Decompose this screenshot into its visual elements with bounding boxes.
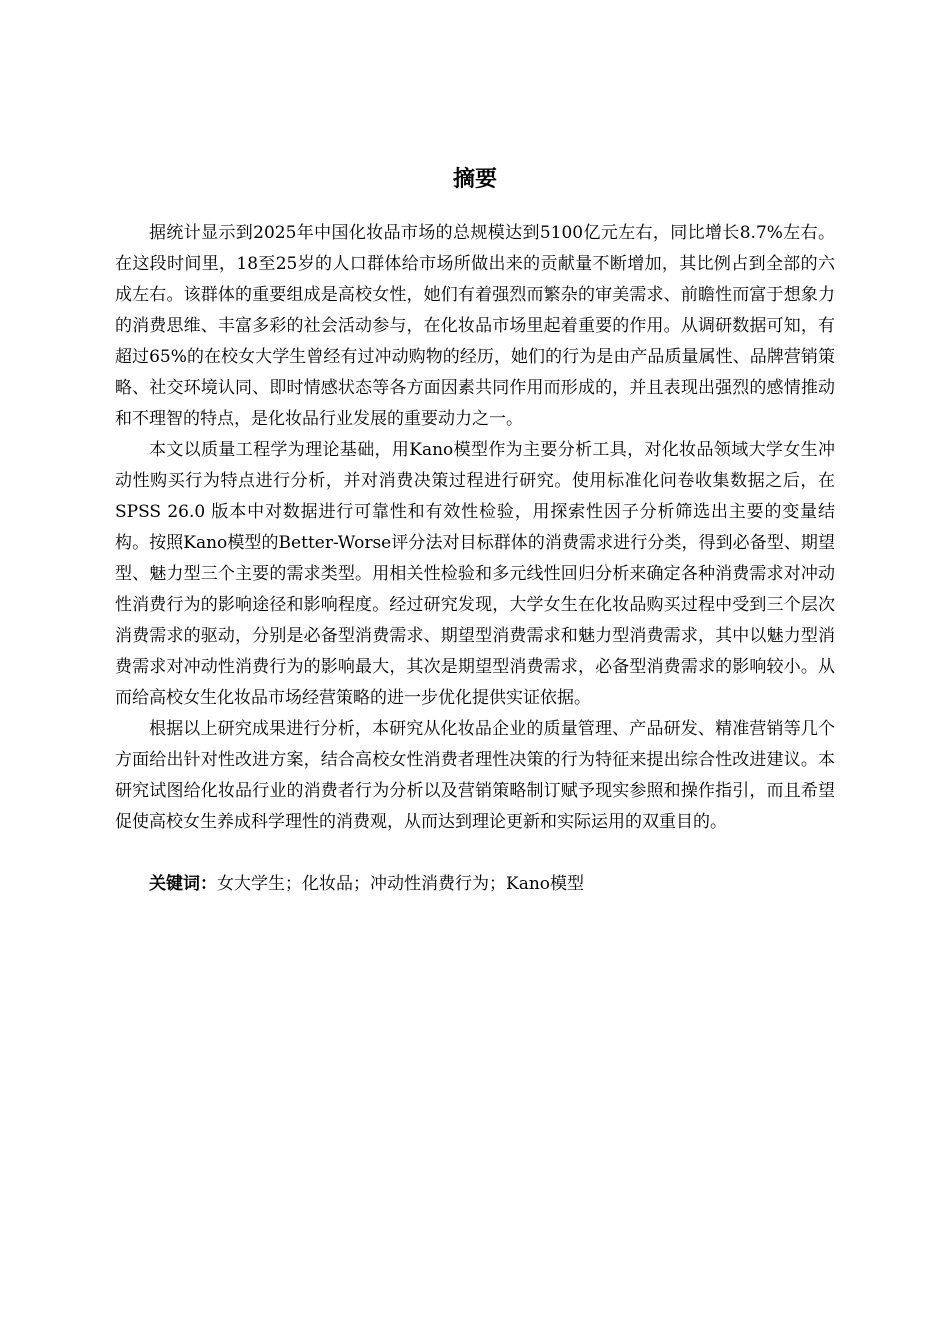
- abstract-paragraph-1: 据统计显示到2025年中国化妆品市场的总规模达到5100亿元左右，同比增长8.7%左右。在这段时间里，18至25岁的人口群体给市场所做出来的贡献量不断增加，其比例占到全部的六成左右。该群体的重要组成是高校女性，她们有着强烈而繁杂的审美需求、前瞻性而富于想象力的消费思维、丰富多彩的社会活动参与，在化妆品市场里起着重要的作用。从调研数据可知，有超过65%的在校女大学生曾经有过冲动购物的经历，她们的行为是由产品质量属性、品牌营销策略、社交环境认同、即时情感状态等各方面因素共同作用而形成的，并且表现出强烈的感情推动和不理智的特点，是化妆品行业发展的重要动力之一。: [115, 223, 835, 429]
- abstract-title: 摘要: [452, 167, 497, 192]
- abstract-paragraph-2: 本文以质量工程学为理论基础，用Kano模型作为主要分析工具，对化妆品领域大学女生冲动性购买行为特点进行分析，并对消费决策过程进行研究。使用标准化问卷收集数据之后，在 SPSS 26.0 版本中对数据进行可靠性和有效性检验，用探索性因子分析筛选出主要的变量结构。按照Kano模型的Better-Worse评分法对目标群体的消费需求进行分类，得到必备型、期望型、魅力型三个主要的需求类型。用相关性检验和多元线性回归分析来确定各种消费需求对冲动性消费行为的影响途径和影响程度。经过研究发现，大学女生在化妆品购买过程中受到三个层次消费需求的驱动，分别是必备型消费需求、期望型消费需求和魅力型消费需求，其中以魅力型消费需求对冲动性消费行为的影响最大，其次是期望型消费需求，必备型消费需求的影响较小。从而给高校女生化妆品市场经营策略的进一步优化提供实证依据。: [115, 440, 835, 708]
- abstract-paragraph-3: 根据以上研究成果进行分析，本研究从化妆品企业的质量管理、产品研发、精准营销等几个方面给出针对性改进方案，结合高校女性消费者理性决策的行为特征来提出综合性改进建议。本研究试图给化妆品行业的消费者行为分析以及营销策略制订赋予现实参照和操作指引，而且希望促使高校女生养成科学理性的消费观，从而达到理论更新和实际运用的双重目的。: [115, 719, 835, 832]
- abstract-page: [115, 160, 835, 900]
- abstract-body: [115, 218, 835, 838]
- keywords-text: 女大学生；化妆品；冲动性消费行为；Kano模型: [217, 874, 585, 894]
- keywords-line: [115, 869, 835, 900]
- keywords-label: 关键词：: [149, 874, 217, 894]
